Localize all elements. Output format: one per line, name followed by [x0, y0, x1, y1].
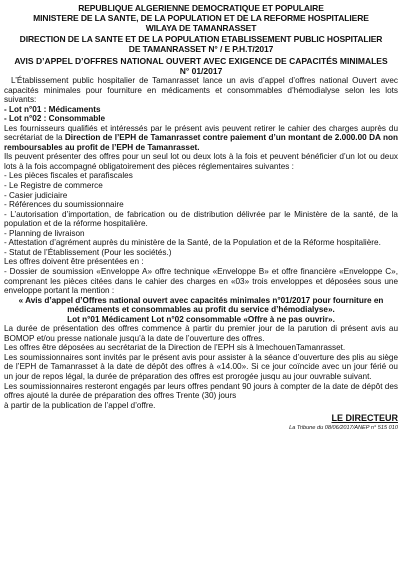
header-direction: DIRECTION DE LA SANTE ET DE LA POPULATION ETABLISSEMENT PUBLIC HOSPITALIER [19, 33, 383, 44]
submit-paragraph: Ils peuvent présenter des offres pour un seul lot ou deux lots à la fois et peuvent bénéficier d’un lot ou deux lots à la fois accompagné obligatoirement des pièces réglementaires suivantes : [4, 152, 398, 171]
piece-item: - Références du soumissionnaire [4, 200, 124, 210]
notice-title-main: AVIS D’APPEL D’OFFRES NATIONAL OUVERT AVEC EXIGENCE DE CAPACITÉS MINIMALES [14, 56, 388, 67]
piece-item: - Les pièces fiscales et parafiscales [4, 171, 133, 181]
required-pieces-list [4, 171, 398, 257]
piece-item: - Attestation d’agrément auprès du ministère de la Santé, de la Population et de la Réforme hospitalière. [4, 238, 381, 248]
signature: LE DIRECTEUR [331, 413, 398, 424]
lot-item-2: - Lot n°02 : Consommable [4, 114, 106, 124]
envelope-mention: « Avis d’appel d’Offres national ouvert avec capacités minimales n°01/2017 pour fourniture en médicaments et consommables au profit du service d’hémodialyse». [18, 295, 384, 315]
withdraw-payment: Direction de l’EPH de Tamanrasset contre paiement d’un montant de 2.000.00 DA non remboursables au profit de l’EPH de Tamanrasset. [4, 133, 398, 152]
notice-title-number: N° 01/2017 [179, 66, 223, 77]
header-republic: REPUBLIQUE ALGERIENNE DEMOCRATIQUE ET POPULAIRE [78, 3, 324, 13]
withdraw-text: Les fournisseurs qualifiés et intéressés par le présent avis peuvent retirer le cahier des charges auprès du secrétariat de la [4, 123, 398, 143]
validity-paragraph: Les soumissionnaires resteront engagés par leurs offres pendant 90 jours à compter de la date de dépôt des offres ajouté la durée de préparation des offres Trente (30) jours [4, 381, 398, 401]
offers-description: - Dossier de soumission «Enveloppe A» offre technique «Enveloppe B» et offre financière «Enveloppe C», comprenant les pièces citées dans le cahier des charges en «03» trois enveloppes et déposées sous une enveloppe portant la mention : [4, 266, 398, 296]
intro-paragraph: L’Établissement public hospitalier de Tamanrasset lance un avis d’appel d’offres national Ouvert avec capacités minimales pour fourniture en médicaments et consommables d’hémodialyse selon les lots suivants: [4, 76, 398, 105]
withdraw-paragraph [4, 124, 398, 153]
piece-item: - Casier judiciaire [4, 190, 68, 200]
notice-title [4, 56, 398, 76]
header-ministry: MINISTERE DE LA SANTE, DE LA POPULATION ET DE LA REFORME HOSPITALIERE [33, 13, 369, 24]
opening-session-paragraph: Les soumissionnaires sont invités par le présent avis pour assister à la séance d’ouverture des plis au siège de l’EPH de Tamanrasset à la date de dépôt des offres à «14.00». Si ce jour coïncide avec un jour férié ou un jour de repos légal, la durée de préparation des offres est prorogée jusqu au jour ouvrable suivant. [4, 352, 398, 381]
piece-item: - Planning de livraison [4, 228, 85, 238]
header-establishment: DE TAMANRASSET N° / E P.H.T/2017 [128, 43, 274, 54]
lots-list [4, 105, 398, 124]
piece-item: - Le Registre de commerce [4, 181, 103, 191]
piece-item: - Statut de l’Établissement (Pour les sociétés.) [4, 247, 172, 257]
publication-source: La Tribune du 08/06/2017/ANEP n° 515 010 [289, 425, 398, 432]
duration-paragraph: La durée de présentation des offres commence à partir du premier jour de la parution di présent avis au BOMOP et/ou presse nationale jusqu’à la date de l’ouverture des offres. [4, 324, 398, 343]
lot-item-1: - Lot n°01 : Médicaments [4, 104, 101, 114]
envelope-lots-mention: Lot n°01 Médicament Lot n°02 consommable «Offre à ne pas ouvrir». [67, 314, 335, 324]
header-wilaya: WILAYA DE TAMANRASSET [145, 23, 257, 34]
offers-intro: Les offres doivent être présentées en : [4, 257, 144, 267]
piece-item: - L’autorisation d’importation, de fabrication ou de distribution délivrée par le Ministère de la santé, de la population et de la réforme hospitalière. [4, 209, 398, 229]
validity-tail: à partir de la publication de l’appel d’offre. [4, 400, 156, 410]
document-header [4, 3, 398, 54]
deposit-paragraph: Les offres être déposées au secrétariat de la Direction de l’EPH sis à lmechouenTamanrasset. [4, 343, 346, 353]
